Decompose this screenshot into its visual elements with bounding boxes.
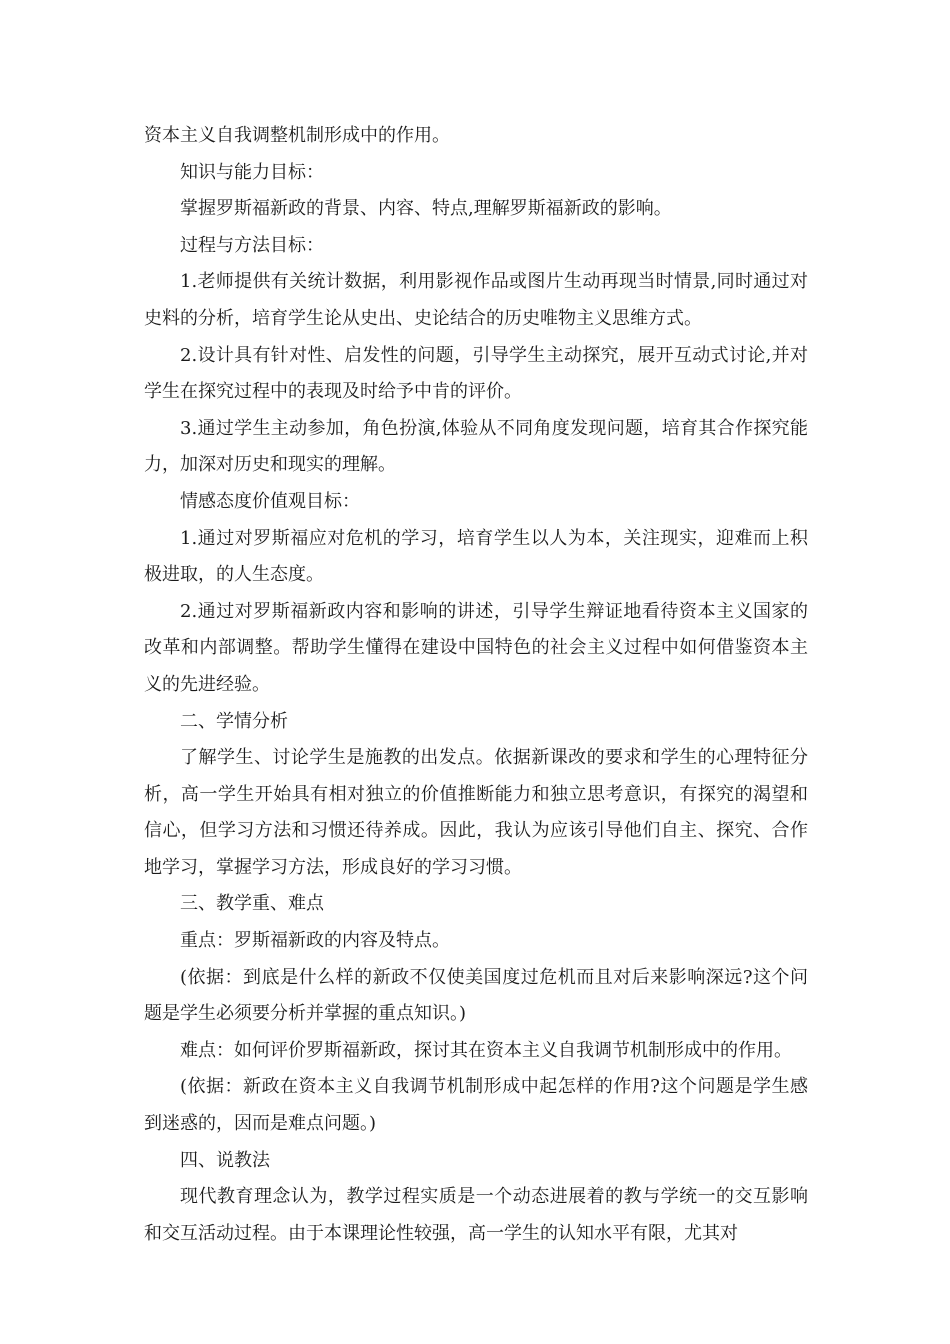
paragraph-continuation: 资本主义自我调整机制形成中的作用。 bbox=[144, 125, 450, 146]
paragraph-process-item-2: 2.设计具有针对性、启发性的问题，引导学生主动探究，展开互动式讨论,并对学生在探究过程中的表现及时给予中肯的评价。 bbox=[144, 344, 808, 403]
paragraph-difficult-point: 难点：如何评价罗斯福新政，探讨其在资本主义自我调节机制形成中的作用。 bbox=[180, 1039, 792, 1061]
paragraph-emotion-item-1: 1.通过对罗斯福应对危机的学习，培育学生以人为本，关注现实，迎难而上积极进取，的人生态度。 bbox=[144, 527, 808, 586]
paragraph-emotion-item-2: 2.通过对罗斯福新政内容和影响的讲述，引导学生辩证地看待资本主义国家的改革和内部调整。帮助学生懂得在建设中国特色的社会主义过程中如何借鉴资本主义的先进经验。 bbox=[144, 600, 808, 695]
paragraph-process-item-1: 1.老师提供有关统计数据，利用影视作品或图片生动再现当时情景,同时通过对史料的分析，培育学生论从史出、史论结合的历史唯物主义思维方式。 bbox=[144, 271, 808, 329]
heading-student-analysis: 二、学情分析 bbox=[180, 710, 288, 732]
paragraph-knowledge-goal: 掌握罗斯福新政的背景、内容、特点,理解罗斯福新政的影响。 bbox=[180, 198, 672, 220]
paragraph-process-item-3: 3.通过学生主动参加，角色扮演,体验从不同角度发现问题，培育其合作探究能力，加深对历史和现实的理解。 bbox=[144, 417, 808, 476]
paragraph-teaching-method: 现代教育理念认为，教学过程实质是一个动态进展着的教与学统一的交互影响和交互活动过程。由于本课理论性较强，高一学生的认知水平有限，尤其对 bbox=[144, 1186, 808, 1244]
paragraph-student-analysis: 了解学生、讨论学生是施教的出发点。依据新课改的要求和学生的心理特征分析，高一学生开始具有相对独立的价值推断能力和独立思考意识，有探究的渴望和信心，但学习方法和习惯还待养成。因此，我认为应该引导他们自主、探究、合作地学习，掌握学习方法，形成良好的学习习惯。 bbox=[144, 747, 808, 878]
heading-process-method-goal: 过程与方法目标： bbox=[180, 234, 324, 256]
heading-knowledge-ability-goal: 知识与能力目标： bbox=[180, 161, 324, 183]
heading-emotion-value-goal: 情感态度价值观目标： bbox=[180, 490, 360, 512]
heading-key-difficult-points: 三、教学重、难点 bbox=[180, 893, 324, 915]
document-body bbox=[144, 118, 808, 1252]
paragraph-key-point-basis: (依据：到底是什么样的新政不仅使美国度过危机而且对后来影响深远?这个问题是学生必须要分析并掌握的重点知识。) bbox=[144, 966, 808, 1025]
paragraph-key-point: 重点：罗斯福新政的内容及特点。 bbox=[180, 930, 450, 952]
paragraph-difficult-point-basis: (依据：新政在资本主义自我调节机制形成中起怎样的作用?这个问题是学生感到迷惑的，因而是难点问题。) bbox=[144, 1076, 808, 1135]
heading-teaching-method: 四、说教法 bbox=[180, 1149, 270, 1171]
